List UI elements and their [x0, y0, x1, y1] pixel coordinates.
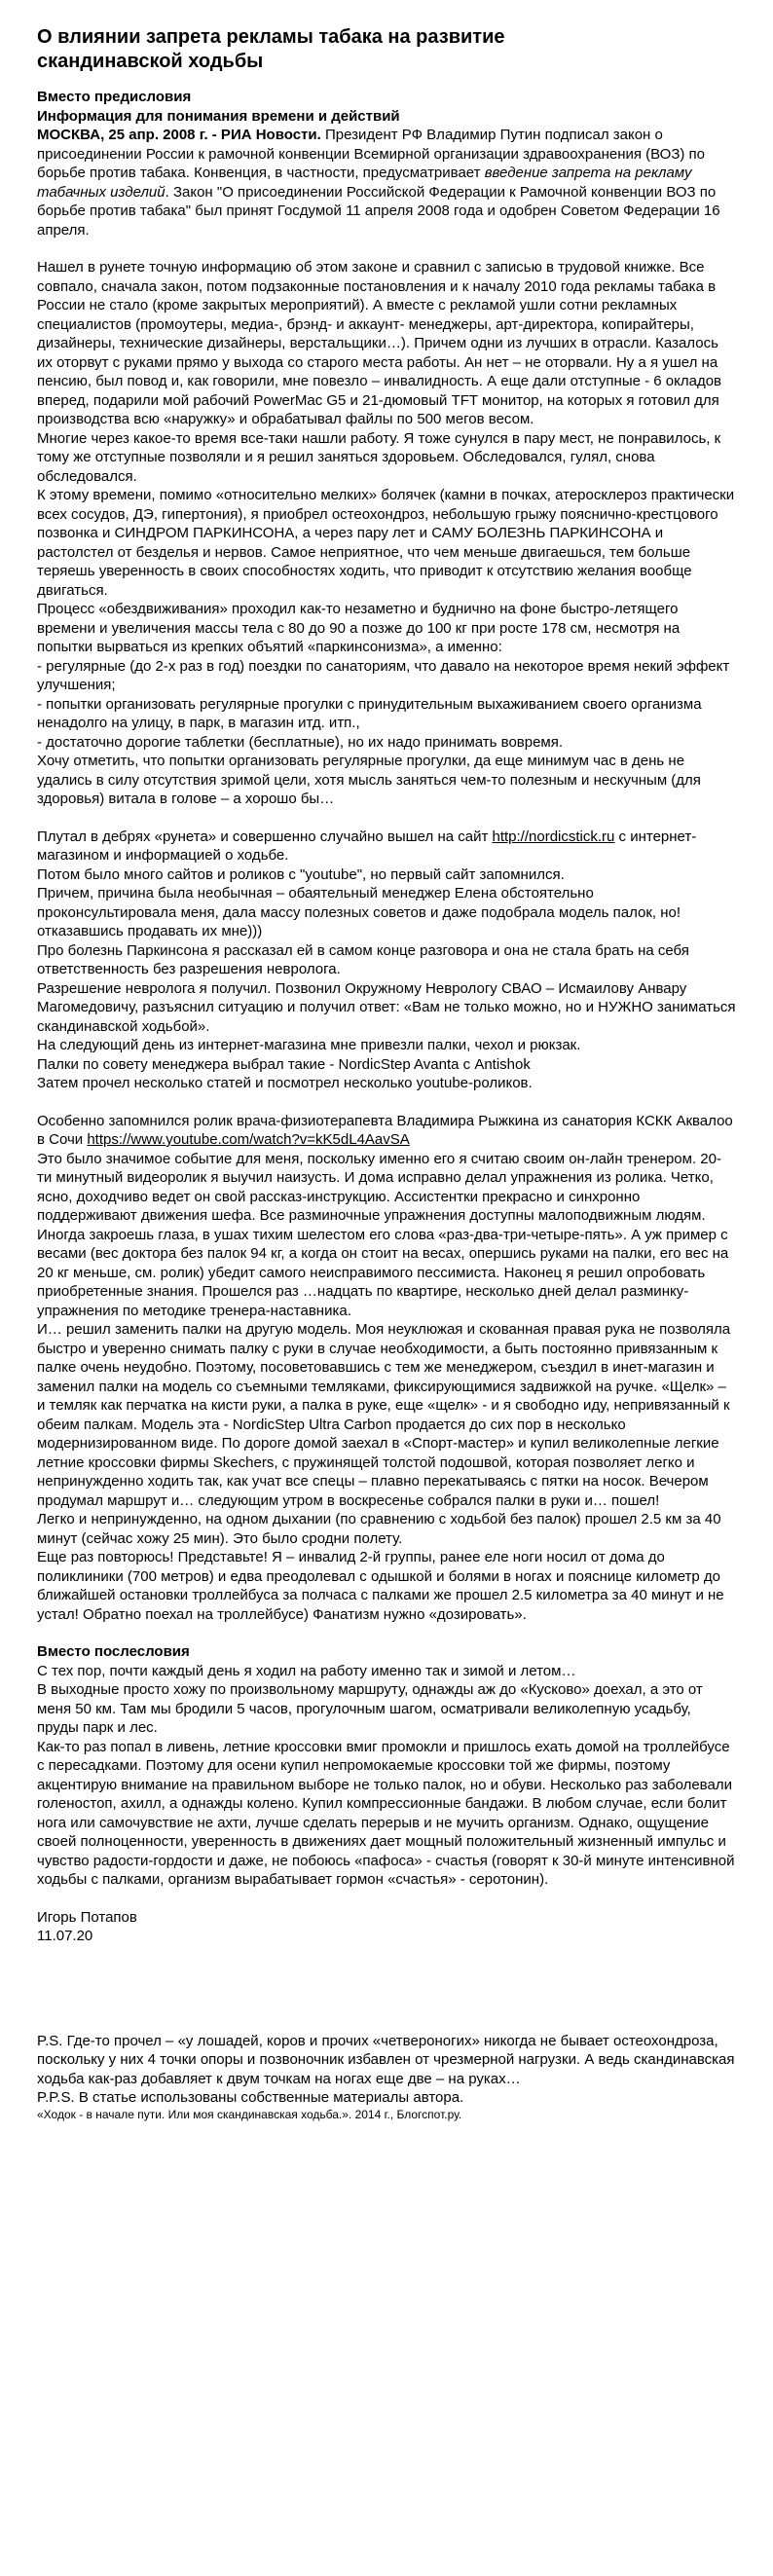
paragraph: Затем прочел несколько статей и посмотрел несколько youtube-роликов.: [37, 1075, 533, 1091]
list-item: - достаточно дорогие таблетки (бесплатные), но их надо принимать вовремя.: [37, 733, 564, 751]
youtube-link[interactable]: https://www.youtube.com/watch?v=kK5dL4AavSA: [87, 1131, 410, 1148]
blank-line: [37, 809, 736, 828]
paragraph: На следующий день из интернет-магазина мне привезли палки, чехол и рюкзак.: [37, 1037, 581, 1053]
paragraph: Потом было много сайтов и роликов с "youtube", но первый сайт запомнился.: [37, 865, 565, 883]
nordicstick-link[interactable]: http://nordicstick.ru: [492, 828, 615, 845]
list-item: - регулярные (до 2-х раз в год) поездки по санаториям, что давало на некоторое время некий эффект улучшения;: [37, 657, 730, 693]
news-paragraph: [37, 126, 736, 239]
paragraph: К этому времени, помимо «относительно мелких» болячек (камни в почках, атеросклероз практически всех сосудов, ДЭ, гипертония), я приобрел остеохондроз, небольшую грыжу пояснично-крестцового позвонка и СИНДРОМ ПАРКИНСОНА, а через пару лет и САМУ БОЛЕЗНЬ ПАРКИНСОНА и растолстел от безделья и нервов. Самое неприятное, что чем меньше двигаешься, тем больше теряешь уверенность в своих способностях ходить, что приводит к отсутствию желания вообще двигаться.: [37, 487, 735, 599]
paragraph: Еще раз повторюсь! Представьте! Я – инвалид 2-й группы, ранее еле ноги носил от дома до поликлиники (700 метров) и едва преодолевал с одышкой и болями в ногах и пояснице километр до ближайшей остановки троллейбуса за полчаса с палками же прошел 2.5 километра за 40 минут и не устал! Обратно поехал на троллейбусе) Фанатизм нужно «дозировать».: [37, 1549, 724, 1623]
preface-section: [37, 88, 736, 239]
story-part-1: [37, 258, 736, 809]
story-part-3: [37, 1112, 736, 1625]
text-before-link: Плутал в дебрях «рунета» и совершенно случайно вышел на сайт: [37, 828, 493, 845]
paragraph: Нашел в рунете точную информацию об этом законе и сравнил с записью в трудовой книжке. Все совпало, сначала закон, потом подзаконные постановления и к началу 2010 года рекламы табака в России не стало (кроме закрытых мероприятий). А вместе с рекламой ушли сотни рекламных специалистов (промоутеры, медиа-, брэнд- и аккаунт- менеджеры, арт-директора, копирайтеры, дизайнеры, технические дизайнеры, верстальщики…). Причем одни из лучших в отрасли. Казалось их оторвут с руками прямо у выхода со старого места работы. Ан нет – не оторвали. Ну а я ушел на пенсию, был повод и, как говорили, мне повезло – инвалидность. А еще дали отступные - 6 окладов вперед, подарили мой рабочий PowerMac G5 и 21-дюмовый TFT монитор, на которых я готовил для производства всю «наружку» и обрабатывал файлы по 500 мегов весом.: [37, 259, 722, 427]
postscript-section: [37, 2032, 736, 2123]
text-before-link: Особенно запомнился ролик врача-физиотерапевта Владимира Рыжкина из санатория КСКК Аквалоо в Сочи: [37, 1112, 733, 1148]
paragraph: Многие через какое-то время все-таки нашли работу. Я тоже сунулся в пару мест, не понравилось, к тому же отступные позволяли и я решил заняться здоровьем. Обследовался, гулял, снова обследовался.: [37, 429, 721, 485]
paragraph-with-link: [37, 828, 736, 865]
signature-block: [37, 1908, 736, 1946]
paragraph: Как-то раз попал в ливень, летние кроссовки вмиг промокли и пришлось ехать домой на троллейбусе с пересадками. Поэтому для осени купил непромокаемые кроссовки той же фирмы, поэтому акцентирую внимание на правильном выборе не только палок, но и обуви. Несколько раз заболевали голеностоп, ахилл, а однажды колено. Купил компрессионные бандажи. В любом случае, если болит нога или самочувствие не ахти, лучше сделать перерыв и не мучить организм. Однако, ощущение своей полноценности, уверенность в движениях дает мощный положительный жизненный импульс и чувство радости-гордости и даже, не побоюсь «пафоса» - счастья (говорят к 30-й минуте интенсивной ходьбы с палками, организм вырабатывает гормон «счастья» - серотонин).: [37, 1738, 735, 1888]
paragraph-with-link: [37, 1112, 736, 1150]
paragraph: Хочу отметить, что попытки организовать регулярные прогулки, да еще минимум час в день не удались в силу отсутствия зримой цели, хотя мысль заняться чем-то полезным и нескучным (для здоровья) витала в голове – а хорошо бы…: [37, 753, 701, 807]
news-lead: МОСКВА, 25 апр. 2008 г. - РИА Новости.: [37, 127, 321, 143]
source-citation: «Ходок - в начале пути. Или моя скандинавская ходьба.». 2014 г., Блогспот.ру.: [37, 2107, 462, 2121]
author-name: Игорь Потапов: [37, 1908, 137, 1926]
blank-space: [37, 1946, 736, 2032]
paragraph: Про болезнь Паркинсона я рассказал ей в самом конце разговора и она не стала брать на себя ответственность без разрешения невролога.: [37, 941, 689, 977]
preface-heading: Вместо предисловия: [37, 89, 192, 105]
ps-paragraph: P.S. Где-то прочел – «у лошадей, коров и прочих «четвероногих» никогда не бывает остеохондроза, поскольку у них 4 точки опоры и позвоночник избавлен от чрезмерной нагрузки. А ведь скандинавская ходьба как-раз добавляет к двум точкам на ногах еще две – на руках…: [37, 2032, 735, 2087]
afterword-section: [37, 1642, 736, 1890]
news-text: Президент РФ Владимир Путин подписал закон о присоединении России к рамочной конвенции Всемирной организации здравоохранения (ВОЗ) по борьбе против табака. Конвенция, в частности, предусматривает: [37, 127, 706, 181]
blank-line: [37, 239, 736, 258]
signature-date: 11.07.20: [37, 1928, 93, 1944]
afterword-heading: Вместо послесловия: [37, 1643, 190, 1660]
list-item: - попытки организовать регулярные прогулки с принудительным выхаживанием своего организма ненадолго на улицу, в парк, в магазин итд. итп.,: [37, 695, 702, 731]
blank-line: [37, 1624, 736, 1642]
preface-subheading: Информация для понимания времени и действий: [37, 107, 400, 125]
paragraph: Процесс «обездвиживания» проходил как-то незаметно и буднично на фоне быстро-летящего времени и увеличения массы тела с 80 до 90 а позже до 100 кг при росте 178 см, несмотря на попытки вырваться из крепких объятий «паркинсонизма», а именно:: [37, 601, 681, 655]
paragraph: И… решил заменить палки на другую модель. Моя неуклюжая и скованная правая рука не позволяла быстро и уверенно снимать палку с руки в случае необходимости, а быть постоянно привязанным к палке очень неудобно. Поэтому, посоветовавшись с тем же менеджером, съездил в инет-магазин и заменил палки на модель со съемными темляками, фиксирующимися задвижкой на ручке. «Щелк» – и темляк как перчатка на кисти руки, а палка в руке, еще «щелк» - и я свободно иду, непривязанный к обеим палкам. Модель эта - NordicStep Ultra Carbon продается до сих пор в несколько модернизированном виде. По дороге домой заехал в «Спорт-мастер» и купил великолепные легкие летние кроссовки фирмы Skechers, с пружинящей толстой подошвой, которая позволяет легко и непринужденно ходить так, как учат все спецы – плавно перекатываясь с пятки на носок. Вечером продумал маршрут и… следующим утром в воскресенье собрался палки в руки и… пошел!: [37, 1321, 731, 1509]
pps-paragraph: P.P.S. В статье использованы собственные материалы автора.: [37, 2089, 464, 2106]
news-text: . Закон "О присоединении Российской Федерации к Рамочной конвенции ВОЗ по борьбе против табака" был принят Госдумой 11 апреля 2008 года и одобрен Советом Федерации 16 апреля.: [37, 183, 720, 239]
paragraph: Это было значимое событие для меня, поскольку именно его я считаю своим он-лайн тренером. 20-ти минутный видеоролик я выучил наизусть. И дома исправно делал упражнения из ролика. Четко, ясно, доходчиво ведет он свой рассказ-инструкцию. Ассистентки прекрасно и синхронно поддерживают движения шефа. Все разминочные упражнения доступны малоподвижным людям. Иногда закроешь глаза, в ушах тихим шелестом его слова «раз-два-три-четыре-пять». А уж пример с весами (вес доктора без палок 94 кг, а когда он стоит на весах, опершись руками на палки, его вес на 20 кг меньше, см. ролик) убедит самого неисправимого пессимиста. Наконец я решил опробовать приобретенные знания. Прошелся раз …надцать по квартире, несколько дней делал разминку-упражнения по методике тренера-наставника.: [37, 1150, 729, 1319]
paragraph: С тех пор, почти каждый день я ходил на работу именно так и зимой и летом…: [37, 1662, 576, 1679]
blank-line: [37, 1890, 736, 1908]
paragraph: Разрешение невролога я получил. Позвонил Окружному Неврологу СВАО – Исмаилову Анвару Магомедовичу, разъяснил ситуацию и получил ответ: «Вам не только можно, но и НУЖНО заниматься скандинавской ходьбой».: [37, 979, 736, 1035]
news-italic-phrase: введение запрета на рекламу табачных изделий: [37, 165, 692, 201]
paragraph: В выходные просто хожу по произвольному маршруту, однажды аж до «Кусково» доехал, а это от меня 50 км. Там мы бродили 5 часов, прогулочным шагом, осматривали великолепную усадьбу, пруды парк и лес.: [37, 1681, 703, 1736]
blank-line: [37, 1093, 736, 1112]
paragraph: Палки по совету менеджера выбрал такие - NordicStep Avanta с Antishok: [37, 1055, 531, 1073]
article-title: О влиянии запрета рекламы табака на развитие скандинавской ходьбы: [37, 26, 505, 72]
story-part-2: [37, 828, 736, 1093]
paragraph: Легко и непринужденно, на одном дыхании (по сравнению с ходьбой без палок) прошел 2.5 км за 40 минут (сейчас хожу 25 мин). Это было сродни полету.: [37, 1511, 721, 1547]
text-after-link: с интернет-магазином и информацией о ходьбе.: [37, 828, 697, 864]
paragraph: Причем, причина была необычная – обаятельный менеджер Елена обстоятельно проконсультировала меня, дала массу полезных советов и даже подобрала модель палок, но! отказавшись продавать их мне))): [37, 885, 681, 939]
